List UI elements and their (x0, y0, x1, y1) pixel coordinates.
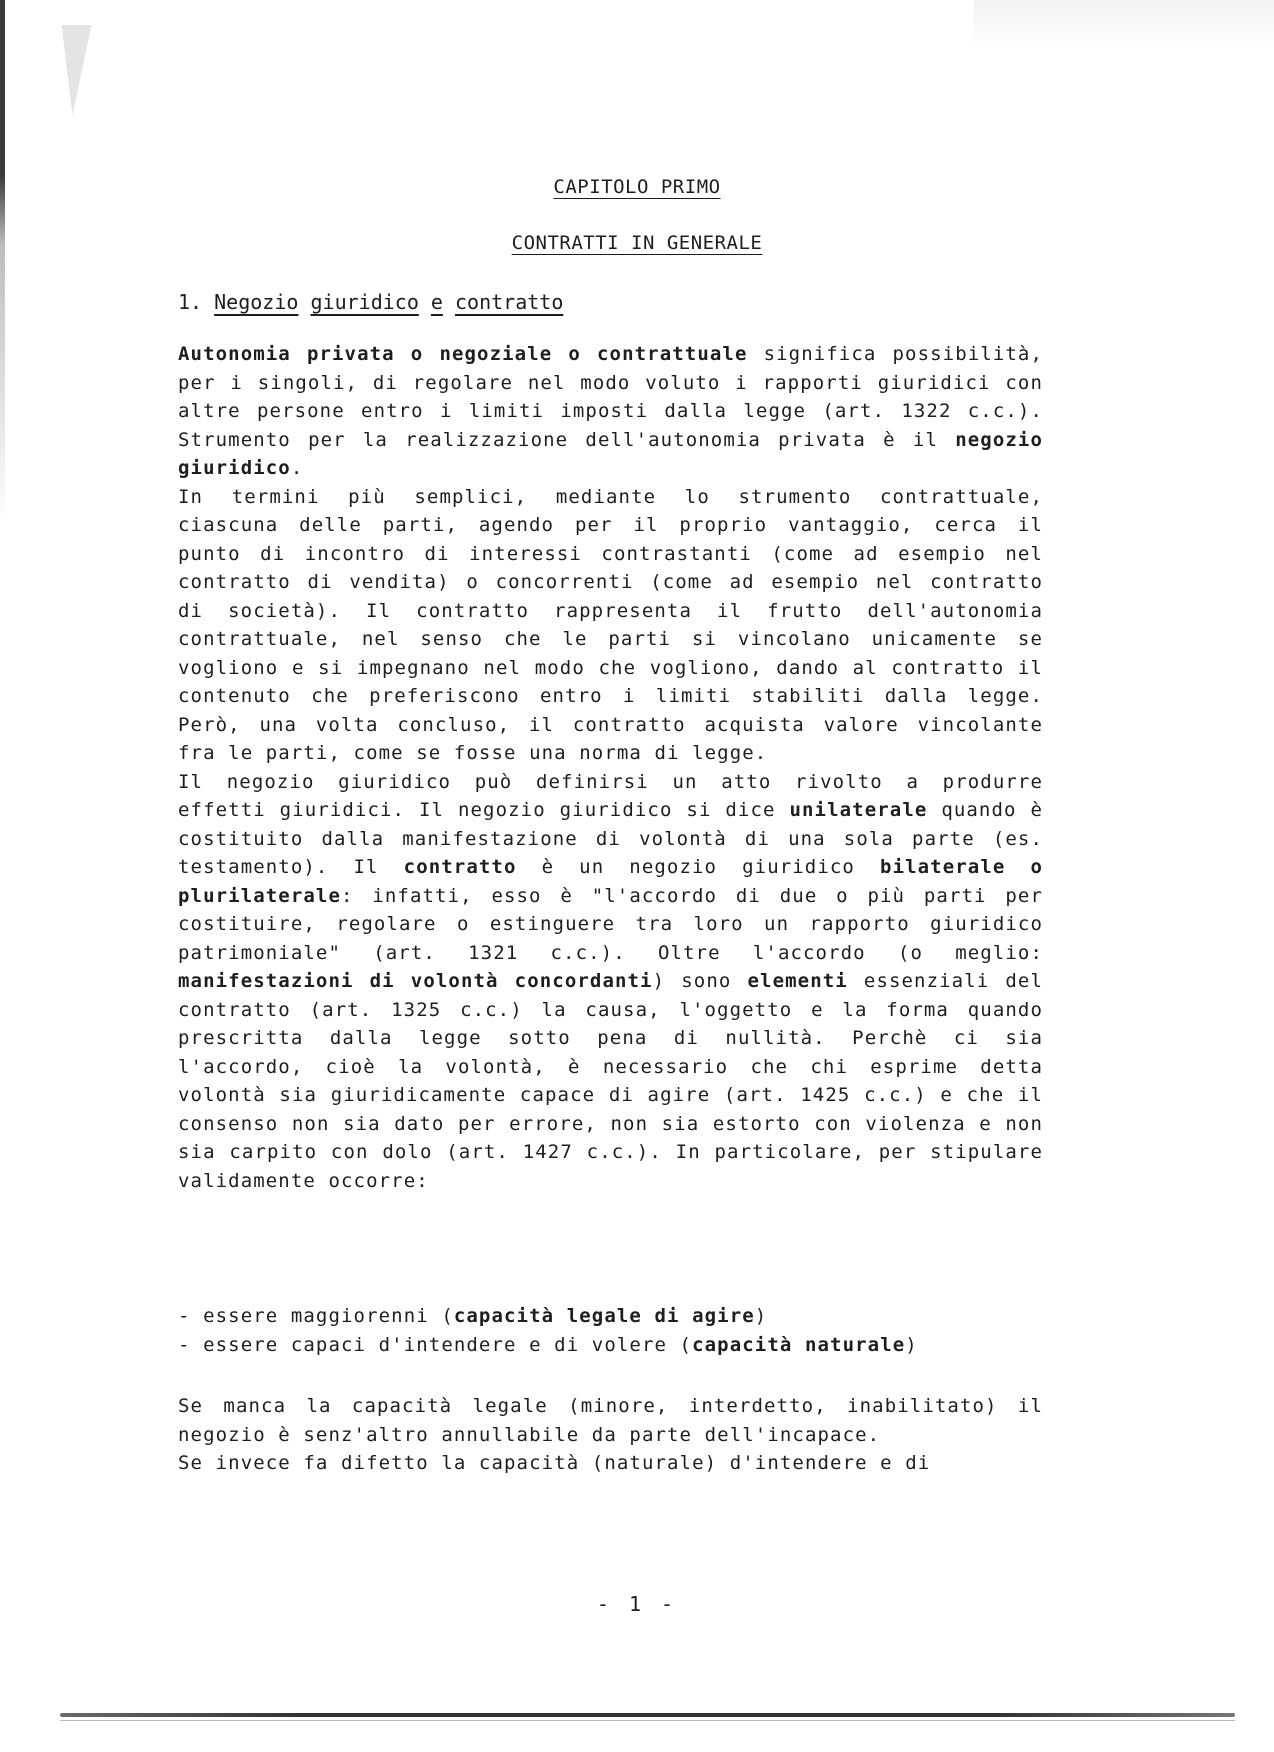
chapter-title-text: CAPITOLO PRIMO (553, 176, 721, 198)
paragraph: In termini più semplici, mediante lo strumento contrattuale, ciascuna delle parti, agendo per il proprio vantaggio, cerca il punto di incontro di interessi contrastanti (come ad esempio nel contratto di vendita) o concorrenti (come ad esempio nel contratto di società). Il contratto rappresenta il frutto dell'autonomia contrattuale, nel senso che le parti si vincolano unicamente se vogliono e si impegnano nel modo che vogliono, dando al contratto il contenuto che preferiscono entro i limiti stabiliti dalla legge. Però, una volta concluso, il contratto acquista valore vincolante fra le parti, come se fosse una norma di legge. (178, 485, 1043, 764)
chapter-title (0, 176, 1274, 198)
scan-left-edge (0, 0, 5, 1752)
section-heading-word: contratto (455, 290, 564, 314)
text-run: ) (754, 1305, 768, 1327)
scan-corner-mark (42, 25, 91, 115)
list-item (178, 1302, 1043, 1331)
bold-term: manifestazioni di volontà concordanti (178, 970, 653, 992)
bold-term: capacità legale di agire (453, 1305, 755, 1327)
bold-term: negozio giuridico (178, 428, 1043, 479)
text-run: : infatti, esso è "l'accordo di due o più parti per costituire, regolare o estinguere tra loro un rapporto giuridico patrimoniale" (art. 1321 c.c.). Oltre l'accordo (o meglio: (178, 884, 1043, 964)
scan-bottom-rule (60, 1713, 1235, 1717)
section-heading (178, 290, 563, 314)
body-text (178, 340, 1043, 1195)
bold-term: Autonomia privata o negoziale o contrattuale (178, 343, 748, 365)
text-run: ) (905, 1333, 918, 1356)
paragraph (178, 340, 1043, 483)
bold-term: contratto (403, 856, 517, 878)
text-run: - essere maggiorenni ( (178, 1305, 454, 1327)
text-run: Il negozio giuridico può definirsi un atto rivolto a produrre effetti giuridici. Il negozio giuridico si dice (178, 770, 1043, 821)
requirements-list (178, 1302, 1043, 1359)
text-run: - essere capaci d'intendere e di volere ( (178, 1333, 693, 1356)
section-number: 1. (178, 290, 203, 314)
paragraph: Se invece fa difetto la capacità (naturale) d'intendere e di (178, 1452, 931, 1474)
text-run: quando è costituito dalla manifestazione di volontà di una sola parte (es. testamento). Il (178, 799, 1043, 878)
bold-term: unilaterale (789, 799, 928, 821)
text-run: essenziali del contratto (art. 1325 c.c.) la causa, l'oggetto e la forma quando prescritta dalla legge sotto pena di nullità. Perchè ci sia l'accordo, cioè la volontà, è necessario che chi esprime detta volontà sia giuridicamente capace di agire (art. 1425 c.c.) e che il consenso non sia dato per errore, non sia estorto con violenza e non sia carpito con dolo (art. 1427 c.c.). In particolare, per stipulare validamente occorre: (178, 970, 1043, 1192)
chapter-subtitle-text: CONTRATTI IN GENERALE (511, 232, 763, 254)
bold-term: capacità naturale (692, 1333, 906, 1356)
body-text-continued (178, 1392, 1043, 1478)
scan-top-shadow (974, 0, 1274, 48)
section-heading-word: e (430, 290, 443, 314)
bold-term: elementi (747, 970, 848, 992)
section-heading-word: Negozio (214, 290, 299, 314)
text-run: . (290, 457, 304, 479)
text-run: ) sono (652, 970, 748, 992)
bold-term: bilaterale o plurilaterale (178, 856, 1044, 907)
section-heading-word: giuridico (310, 290, 419, 314)
chapter-subtitle (0, 232, 1274, 254)
paragraph (178, 768, 1043, 1196)
paragraph: Se manca la capacità legale (minore, interdetto, inabilitato) il negozio è senz'altro annullabile da parte dell'incapace. (178, 1395, 1043, 1446)
list-item (178, 1331, 1043, 1360)
text-run: significa possibilità, per i singoli, di regolare nel modo voluto i rapporti giuridici con altre persone entro i limiti imposti dalla legge (art. 1322 c.c.). Strumento per la realizzazione dell'autonomia privata è il (178, 343, 1043, 451)
scan-bottom-rule-shadow (60, 1720, 1235, 1721)
text-run: è un negozio giuridico (516, 856, 881, 878)
page-number: - 1 - (596, 1592, 678, 1616)
